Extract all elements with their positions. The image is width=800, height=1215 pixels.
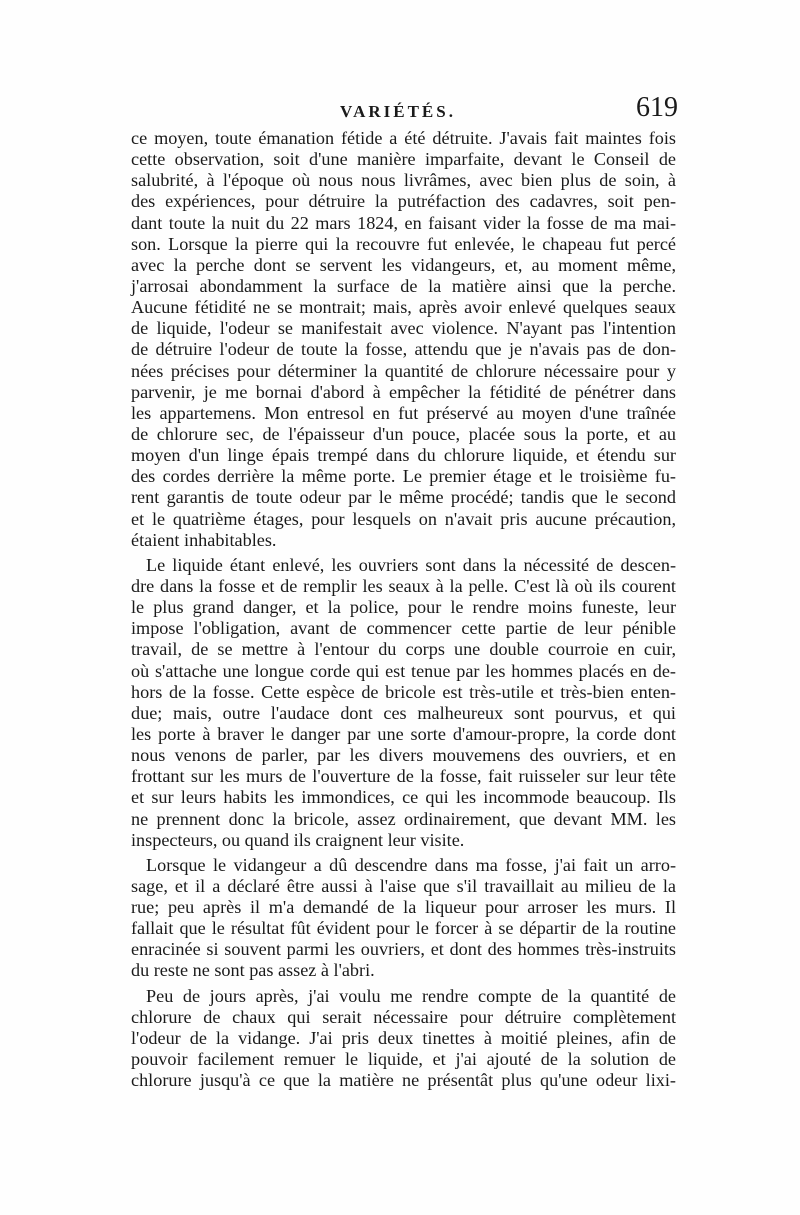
- text-line: salubrité, à l'époque où nous nous livrâmes, avec bien plus de soin, à: [131, 170, 676, 191]
- text-line: Peu de jours après, j'ai voulu me rendre compte de la quantité de: [146, 985, 676, 1006]
- text-line: chlorure jusqu'à ce que la matière ne présentât plus qu'une odeur lixi-: [131, 1070, 676, 1091]
- text-line: pouvoir facilement remuer le liquide, et j'ai ajouté de la solution de: [131, 1049, 676, 1070]
- running-head: [130, 92, 678, 130]
- text-line: et le quatrième étages, pour lesquels on n'avait pris aucune précaution,: [131, 508, 676, 529]
- text-line: avec la perche dont se servent les vidangeurs, et, au moment même,: [131, 254, 676, 275]
- text-line: de détruire l'odeur de toute la fosse, attendu que je n'avais pas de don-: [131, 339, 676, 360]
- text-line: et sur leurs habits les immondices, ce qui les incommode beaucoup. Ils: [131, 787, 676, 808]
- text-line: son. Lorsque la pierre qui la recouvre fut enlevée, le chapeau fut percé: [131, 233, 676, 254]
- text-line: les porte à braver le danger par une sorte d'amour-propre, la corde dont: [131, 723, 676, 744]
- text-line: Le liquide étant enlevé, les ouvriers sont dans la nécessité de descen-: [146, 554, 676, 575]
- text-line: impose l'obligation, avant de commencer cette partie de leur pénible: [131, 618, 676, 639]
- text-line: rent garantis de toute odeur par le même procédé; tandis que le second: [131, 487, 676, 508]
- text-line: ce moyen, toute émanation fétide a été détruite. J'avais fait maintes fois: [131, 128, 676, 148]
- page-number: 619: [636, 92, 678, 123]
- text-line: étaient inhabitables.: [131, 529, 277, 550]
- text-line: nous venons de parler, par les divers mouvemens des ouvriers, et en: [131, 745, 676, 766]
- text-line: frottant sur les murs de l'ouverture de la fosse, fait ruisseler sur leur tête: [131, 766, 676, 787]
- text-line: cette observation, soit d'une manière imparfaite, devant le Conseil de: [131, 149, 676, 170]
- text-line: nées précises pour déterminer la quantité de chlorure nécessaire pour y: [131, 360, 676, 381]
- body-text: [131, 128, 676, 1091]
- text-line: dant toute la nuit du 22 mars 1824, en faisant vider la fosse de ma mai-: [131, 212, 676, 233]
- text-line: Lorsque le vidangeur a dû descendre dans ma fosse, j'ai fait un arro-: [146, 854, 676, 875]
- text-line: travail, de se mettre à l'entour du corps une double courroie en cuir,: [131, 639, 676, 660]
- text-line: inspecteurs, ou quand ils craignent leur visite.: [131, 829, 465, 850]
- text-line: l'odeur de la vidange. J'ai pris deux tinettes à moitié pleines, afin de: [131, 1027, 676, 1048]
- text-line: enracinée si souvent parmi les ouvriers, et dont des hommes très-instruits: [131, 939, 676, 960]
- text-line: des expériences, pour détruire la putréfaction des cadavres, soit pen-: [131, 191, 676, 212]
- paragraph: [131, 855, 676, 982]
- paragraph: [131, 555, 676, 851]
- text-line: chlorure de chaux qui serait nécessaire pour détruire complètement: [131, 1006, 676, 1027]
- text-line: de chlorure sec, de l'épaisseur d'un pouce, placée sous la porte, et au: [131, 423, 676, 444]
- text-line: parvenir, je me bornai d'abord à empêcher la fétidité de pénétrer dans: [131, 381, 676, 402]
- paragraph: [131, 128, 676, 551]
- text-line: fallait que le résultat fût évident pour le forcer à se départir de la routine: [131, 918, 676, 939]
- section-title: VARIÉTÉS.: [340, 102, 456, 121]
- text-line: de liquide, l'odeur se manifestait avec violence. N'ayant pas l'intention: [131, 318, 676, 339]
- paragraph: [131, 986, 676, 1092]
- text-line: due; mais, outre l'audace dont ces malheureux sont pourvus, et qui: [131, 702, 676, 723]
- text-line: du reste ne sont pas assez à l'abri.: [131, 960, 375, 981]
- text-line: moyen d'un linge épais trempé dans du chlorure liquide, et étendu sur: [131, 445, 676, 466]
- text-line: où s'attache une longue corde qui est tenue par les hommes placés en de-: [131, 660, 676, 681]
- text-line: ne prennent donc la bricole, assez ordinairement, que devant MM. les: [131, 808, 676, 829]
- text-line: sage, et il a déclaré être aussi à l'aise que s'il travaillait au milieu de la: [131, 875, 676, 896]
- text-line: dre dans la fosse et de remplir les seaux à la pelle. C'est là où ils courent: [131, 575, 676, 596]
- text-line: le plus grand danger, et la police, pour le rendre moins funeste, leur: [131, 597, 676, 618]
- text-line: des cordes derrière la même porte. Le premier étage et le troisième fu-: [131, 466, 676, 487]
- text-line: les appartemens. Mon entresol en fut préservé au moyen d'une traînée: [131, 402, 676, 423]
- text-line: j'arrosai abondamment la surface de la matière ainsi que la perche.: [131, 275, 676, 296]
- text-line: rue; peu après il m'a demandé de la liqueur pour arroser les murs. Il: [131, 897, 676, 918]
- text-line: Aucune fétidité ne se montrait; mais, après avoir enlevé quelques seaux: [131, 297, 676, 318]
- text-line: hors de la fosse. Cette espèce de bricole est très-utile et très-bien enten-: [131, 681, 676, 702]
